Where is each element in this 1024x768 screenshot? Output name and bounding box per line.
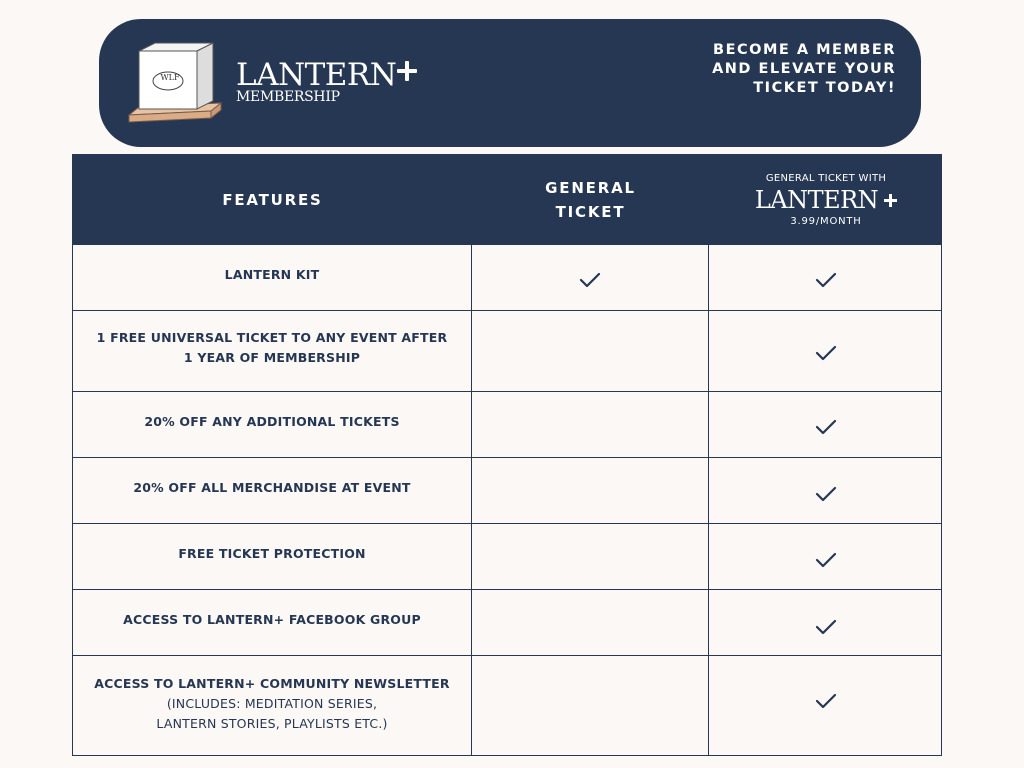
table-row [73,589,941,655]
check-icon [814,551,838,571]
feature-label: 20% OFF ALL MERCHANDISE AT EVENT [133,479,411,495]
feature-cell [73,245,472,310]
feature-label: FREE TICKET PROTECTION [178,545,366,561]
feature-cell [73,656,472,756]
plus-icon [397,61,417,81]
feature-label: 20% OFF ANY ADDITIONAL TICKETS [144,413,400,429]
general-cell [472,458,709,523]
feature-cell [73,311,472,391]
header-general-line: TICKET [555,203,626,221]
cta-line: TICKET TODAY! [753,80,896,96]
check-icon [814,618,838,638]
header-lantern-plus [709,155,943,245]
general-cell [472,656,709,756]
lantern-cell [709,590,943,655]
feature-cell [73,392,472,457]
lantern-cell [709,524,943,589]
general-cell [472,311,709,391]
feature-note: LANTERN STORIES, PLAYLISTS ETC.) [156,716,388,731]
plus-icon [884,194,897,207]
table-header [73,155,941,245]
membership-banner [99,19,921,147]
brand-name: LANTERN [236,57,397,93]
table-row [73,655,941,756]
table-row [73,457,941,523]
feature-label: 1 FREE UNIVERSAL TICKET TO ANY EVENT AFTER 1 YEAR OF MEMBERSHIP [96,330,448,365]
table-row [73,244,941,310]
brand-subtitle: MEMBERSHIP [236,89,340,105]
feature-label: ACCESS TO LANTERN+ COMMUNITY NEWSLETTER [94,676,450,691]
header-features: FEATURES [222,191,323,209]
lantern-cell [709,656,943,756]
check-icon [578,271,602,291]
general-cell [472,590,709,655]
box-logo-text: WLF [160,73,180,82]
general-cell [472,245,709,310]
header-lantern-logo-text: LANTERN [754,186,879,214]
check-icon [814,418,838,438]
cta-line: AND ELEVATE YOUR [712,61,896,77]
header-general-ticket [472,155,709,245]
general-cell [472,524,709,589]
lantern-cell [709,458,943,523]
feature-note: (INCLUDES: MEDITATION SERIES, [166,696,378,711]
cta-line: BECOME A MEMBER [713,42,896,58]
check-icon [814,344,838,364]
check-icon [814,485,838,505]
header-lantern-price: 3.99/MONTH [790,216,862,227]
feature-cell [73,590,472,655]
header-lantern-caption: GENERAL TICKET WITH [765,173,887,184]
box-icon [125,41,225,125]
general-cell [472,392,709,457]
check-icon [814,271,838,291]
lantern-cell [709,311,943,391]
feature-cell [73,458,472,523]
check-icon [814,692,838,712]
header-general-line: GENERAL [545,179,636,197]
header-lantern-logo [755,187,897,213]
comparison-table [72,154,942,756]
feature-label: ACCESS TO LANTERN+ FACEBOOK GROUP [123,611,421,627]
banner-cta [656,41,896,98]
feature-label: LANTERN KIT [224,266,320,282]
table-row [73,310,941,391]
feature-cell [73,524,472,589]
table-row [73,523,941,589]
lantern-cell [709,392,943,457]
table-row [73,391,941,457]
lantern-cell [709,245,943,310]
